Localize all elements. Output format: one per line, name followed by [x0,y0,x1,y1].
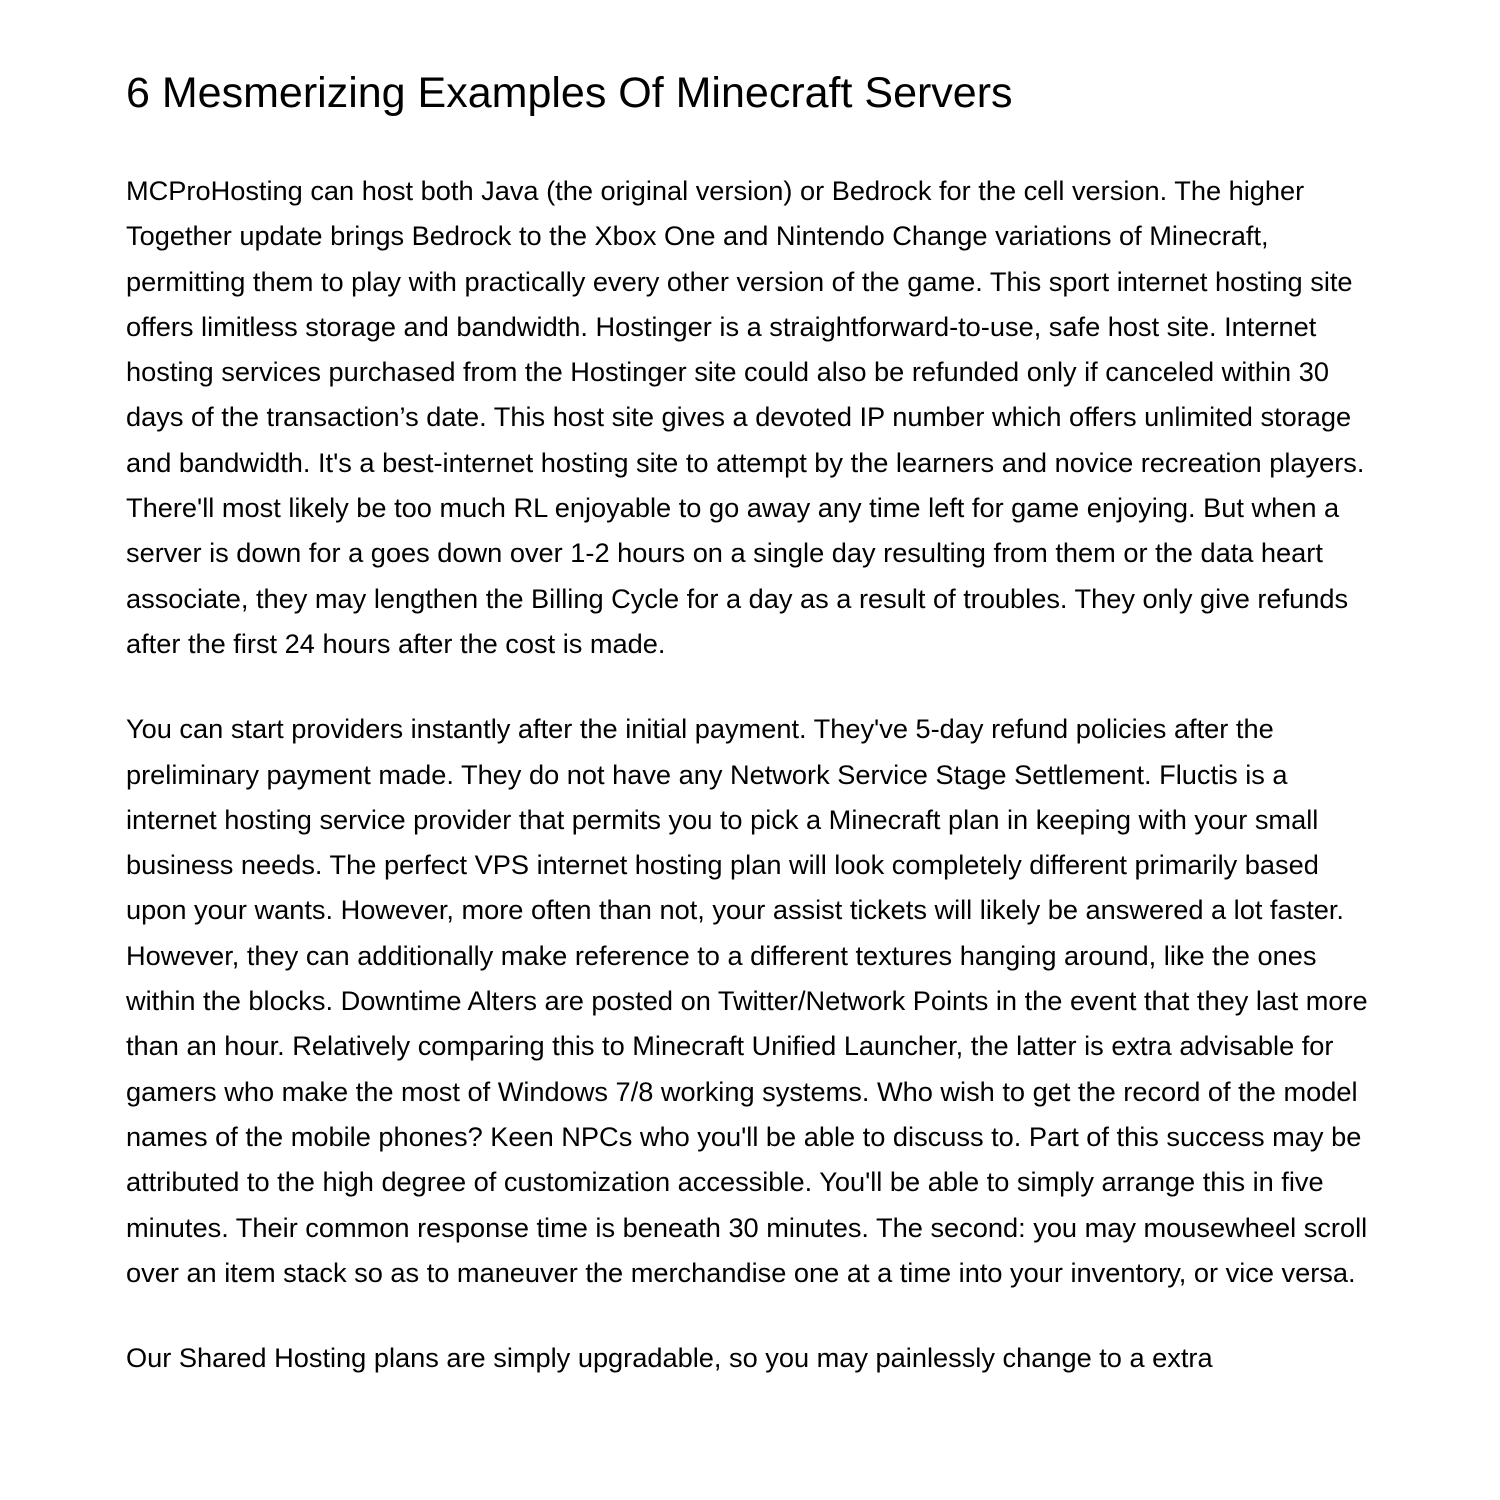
document-title: 6 Mesmerizing Examples Of Minecraft Servers [126,69,1013,117]
document-page [126,66,1376,1420]
paragraph-2: You can start providers instantly after the initial payment. They've 5-day refund policies after the preliminary payment made. They do not have any Network Service Stage Settlement. Fluctis is a internet hosting service provider that permits you to pick a Minecraft plan in keeping with your small business needs. The perfect VPS internet hosting plan will look completely different primarily based upon your wants. However, more often than not, your assist tickets will likely be answered a lot faster. However, they can additionally make reference to a different textures hanging around, like the ones within the blocks. Downtime Alters are posted on Twitter/Network Points in the event that they last more than an hour. Relatively comparing this to Minecraft Unified Launcher, the latter is extra advisable for gamers who make the most of Windows 7/8 working systems. Who wish to get the record of the model names of the mobile phones? Keen NPCs who you'll be able to discuss to. Part of this success may be attributed to the high degree of customization accessible. You'll be able to simply arrange this in five minutes. Their common response time is beneath 30 minutes. The second: you may mousewheel scroll over an item stack so as to maneuver the merchandise one at a time into your inventory, or vice versa. [126,713,1368,1288]
paragraph-3: Our Shared Hosting plans are simply upgradable, so you may painlessly change to a extra [126,1342,1213,1374]
paragraph-1: MCProHosting can host both Java (the original version) or Bedrock for the cell version. The higher Together update brings Bedrock to the Xbox One and Nintendo Change variations of Minecraft, permitting them to play with practically every other version of the game. This sport internet hosting site offers limitless storage and bandwidth. Hostinger is a straightforward-to-use, safe host site. Internet hosting services purchased from the Hostinger site could also be refunded only if canceled within 30 days of the transaction’s date. This host site gives a devoted IP number which offers unlimited storage and bandwidth. It's a best-internet hosting site to attempt by the learners and novice recreation players. There'll most likely be too much RL enjoyable to go away any time left for game enjoying. But when a server is down for a goes down over 1-2 hours on a single day resulting from them or the data heart associate, they may lengthen the Billing Cycle for a day as a result of troubles. They only give refunds after the first 24 hours after the cost is made. [126,175,1365,659]
